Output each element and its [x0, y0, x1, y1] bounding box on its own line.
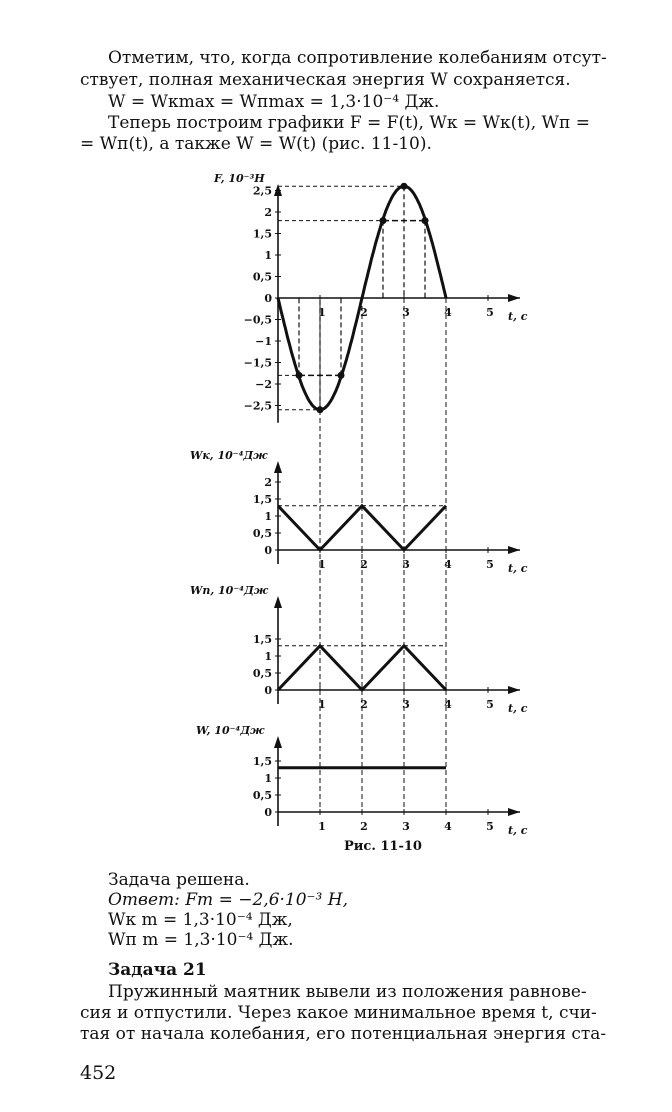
- y-tick-label: 0,5: [252, 270, 272, 284]
- text-line: Отметим, что, когда сопротивление колебаниям отсут-: [108, 48, 607, 68]
- y-tick-label: 1,5: [252, 493, 272, 506]
- x-axis-label: t, с: [508, 310, 528, 323]
- x-axis-label: t, с: [508, 824, 528, 837]
- y-tick-label: −2,5: [243, 399, 272, 413]
- y-axis-label: Wп, 10⁻⁴Дж: [190, 584, 269, 597]
- y-tick-label: 0: [264, 544, 272, 557]
- y-tick-label: 0: [264, 684, 272, 697]
- text-line: W = Wкmax = Wпmax = 1,3·10⁻⁴ Дж.: [108, 92, 440, 112]
- x-tick-label: 5: [486, 698, 494, 711]
- series-line: [278, 506, 446, 550]
- x-tick-label: 3: [402, 820, 410, 833]
- x-tick-label: 4: [444, 306, 452, 319]
- answer-line: Wк m = 1,3·10⁻⁴ Дж,: [108, 910, 293, 930]
- y-axis-label: W, 10⁻⁴Дж: [196, 724, 265, 737]
- text-line: Пружинный маятник вывели из положения равнове-: [108, 982, 587, 1002]
- y-axis-arrow: [274, 461, 282, 473]
- y-tick-label: −0,5: [243, 313, 272, 327]
- y-tick-label: 1: [264, 510, 272, 523]
- x-axis-arrow: [508, 808, 520, 816]
- y-tick-label: 0,5: [252, 527, 272, 540]
- y-tick-label: 1,5: [252, 227, 272, 241]
- y-tick-label: 2: [264, 476, 272, 489]
- y-tick-label: 2,5: [252, 184, 272, 198]
- x-axis-label: t, с: [508, 702, 528, 715]
- y-axis-label: Wк, 10⁻⁴Дж: [190, 449, 268, 462]
- y-axis-label: F, 10⁻³Н: [214, 172, 265, 185]
- x-tick-label: 2: [360, 306, 368, 319]
- x-tick-label: 3: [402, 558, 410, 571]
- x-tick-label: 2: [360, 820, 368, 833]
- x-tick-label: 3: [402, 698, 410, 711]
- x-tick-label: 1: [318, 558, 326, 571]
- y-tick-label: 0: [264, 806, 272, 819]
- y-tick-label: 0: [264, 292, 272, 305]
- x-tick-label: 5: [486, 558, 494, 571]
- text-line: ствует, полная механическая энергия W сохраняется.: [80, 70, 571, 90]
- x-tick-label: 4: [444, 820, 452, 833]
- x-tick-label: 4: [444, 698, 452, 711]
- y-tick-label: 1,5: [252, 755, 272, 768]
- figure-caption: Рис. 11-10: [344, 839, 422, 854]
- y-tick-label: −1,5: [243, 356, 272, 370]
- text-line: Задача решена.: [108, 870, 250, 890]
- y-tick-label: 1: [264, 650, 272, 663]
- y-tick-label: 1,5: [252, 633, 272, 646]
- y-tick-label: 0,5: [252, 789, 272, 802]
- x-tick-label: 4: [444, 558, 452, 571]
- y-tick-label: −1: [255, 335, 272, 348]
- x-tick-label: 1: [318, 306, 326, 319]
- x-tick-label: 1: [318, 698, 326, 711]
- x-tick-label: 5: [486, 820, 494, 833]
- page-number: 452: [80, 1062, 117, 1084]
- y-tick-label: 0,5: [252, 667, 272, 680]
- text-line: сия и отпустили. Через какое минимальное время t, счи-: [80, 1003, 597, 1023]
- text-line: тая от начала колебания, его потенциальная энергия ста-: [80, 1024, 607, 1044]
- y-tick-label: −2: [255, 378, 272, 391]
- x-tick-label: 5: [486, 306, 494, 319]
- x-tick-label: 3: [402, 306, 410, 319]
- answer-line: Wп m = 1,3·10⁻⁴ Дж.: [108, 930, 294, 950]
- y-axis-arrow: [274, 596, 282, 608]
- x-tick-label: 1: [318, 820, 326, 833]
- answer-line: Ответ: Fm = −2,6·10⁻³ Н,: [108, 890, 348, 910]
- x-axis-arrow: [508, 686, 520, 694]
- x-axis-arrow: [508, 546, 520, 554]
- y-tick-label: 1: [264, 772, 272, 785]
- x-axis-arrow: [508, 294, 520, 302]
- y-tick-label: 1: [264, 249, 272, 262]
- x-axis-label: t, с: [508, 562, 528, 575]
- text-line: Теперь построим графики F = F(t), Wк = Wк(t), Wп =: [108, 113, 590, 133]
- task-title: Задача 21: [108, 960, 207, 980]
- text-line: = Wп(t), а также W = W(t) (рис. 11-10).: [80, 134, 432, 154]
- x-tick-label: 2: [360, 698, 368, 711]
- y-tick-label: 2: [264, 206, 272, 219]
- y-axis-arrow: [274, 736, 282, 748]
- x-tick-label: 2: [360, 558, 368, 571]
